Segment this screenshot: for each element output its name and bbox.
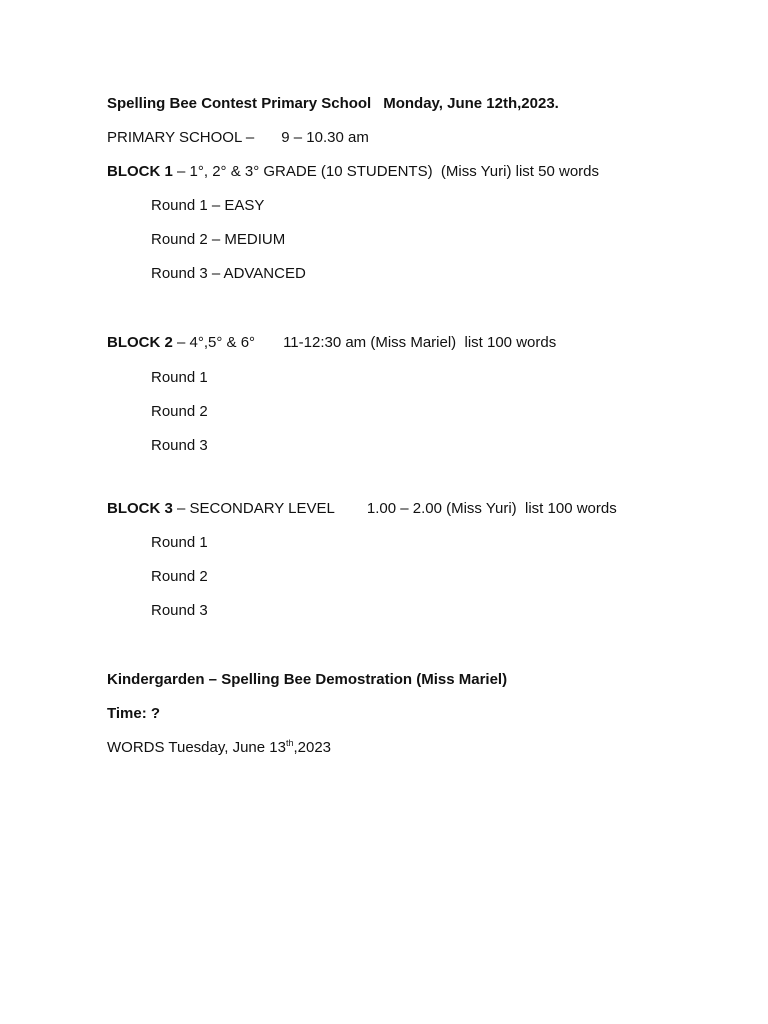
block-2-desc: – 4°,5° & 6° xyxy=(172,334,256,351)
primary-school-line xyxy=(107,129,369,147)
block-1-round-2: Round 2 – MEDIUM xyxy=(151,231,286,248)
words-prefix: WORDS Tuesday, June 13 xyxy=(107,739,286,756)
kindergarden-title: Kindergarden – Spelling Bee Demostration (Miss Mariel) xyxy=(107,671,508,688)
block-3-round-3: Round 3 xyxy=(151,602,208,619)
block-1-round-1: Round 1 – EASY xyxy=(151,197,265,214)
block-1-desc: – 1°, 2° & 3° GRADE (10 STUDENTS) (Miss Yuri) list 50 words xyxy=(172,163,600,180)
contest-date: Monday, June 12th,2023. xyxy=(383,95,559,112)
block-1-round-3: Round 3 – ADVANCED xyxy=(151,265,306,282)
block-1-line xyxy=(107,163,599,181)
block-2-round-1: Round 1 xyxy=(151,369,208,386)
block-2-line xyxy=(107,334,556,352)
contest-title: Spelling Bee Contest Primary School xyxy=(107,95,372,112)
block-3-label: BLOCK 3 xyxy=(107,500,173,517)
block-3-round-1: Round 1 xyxy=(151,534,208,551)
primary-school-label: PRIMARY SCHOOL – xyxy=(107,129,255,146)
block-2-time: 11-12:30 am (Miss Mariel) list 100 words xyxy=(283,334,557,351)
block-2-label: BLOCK 2 xyxy=(107,334,173,351)
primary-school-time: 9 – 10.30 am xyxy=(281,129,369,146)
header-line xyxy=(107,95,559,113)
block-3-round-2: Round 2 xyxy=(151,568,208,585)
words-line xyxy=(107,739,331,757)
words-suffix: ,2023 xyxy=(293,739,332,756)
kindergarden-time: Time: ? xyxy=(107,705,161,722)
block-3-time: 1.00 – 2.00 (Miss Yuri) list 100 words xyxy=(366,500,617,517)
block-3-desc: – SECONDARY LEVEL xyxy=(172,500,335,517)
block-2-round-2: Round 2 xyxy=(151,403,208,420)
block-1-label: BLOCK 1 xyxy=(107,163,173,180)
words-ordinal: th xyxy=(285,738,294,748)
block-3-line xyxy=(107,500,617,518)
block-2-round-3: Round 3 xyxy=(151,437,208,454)
